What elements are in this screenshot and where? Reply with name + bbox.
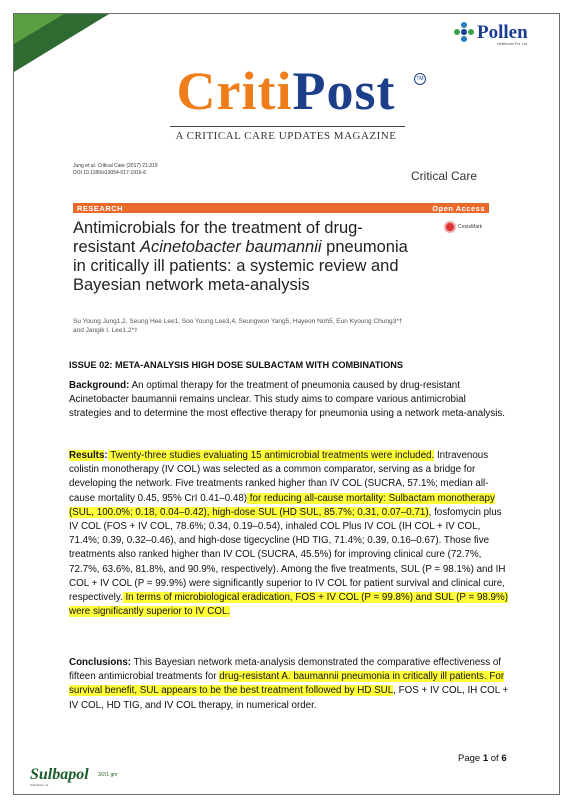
page-of: of: [488, 753, 502, 764]
section-label: RESEARCH: [77, 203, 124, 213]
background-label: Background:: [69, 380, 130, 391]
trademark-icon: TM: [414, 73, 426, 85]
results-highlight-2: for reducing all-cause mortality: Sulbactam monotherapy (SUL, 100.0%; 0.18, 0.04–0.42), high-dose SUL (HD SUL, 85.7%; 0.31, 0.07–0.71): [69, 492, 495, 518]
page-number: [458, 753, 507, 764]
page-current: 1: [482, 753, 489, 764]
sulbapol-subtitle: Sulbactam Inj.: [30, 783, 50, 787]
sulbapol-logo: Sulbapol: [30, 766, 89, 783]
logo-divider: [170, 126, 405, 127]
conclusions-text-2: , FOS + IV COL, IH COL + IV COL, HD TIG, and IV COL therapy, in numerical order.: [69, 685, 509, 711]
open-access-label: Open Access: [432, 203, 485, 213]
citation-line-2: DOI 10.1186/s13054-017-1916-6: [73, 170, 147, 176]
magazine-logo: [0, 61, 572, 121]
article-title: [73, 219, 423, 295]
results-colon: :: [104, 450, 108, 461]
background-text: An optimal therapy for the treatment of pneumonia caused by drug-resistant Acinetobacter baumannii remains unclear. This study aims to compare various antimicrobial strategies and to determine the most effective therapy for pneumonia using a network meta-analysis.: [69, 380, 506, 420]
logo-part-criti: Criti: [176, 61, 293, 121]
background-paragraph: [69, 379, 509, 422]
authors-line-2: and Jangik I. Lee1,2*†: [73, 327, 138, 334]
magazine-tagline: A CRITICAL CARE UPDATES MAGAZINE: [175, 130, 397, 142]
pollen-logo: [454, 22, 528, 42]
title-text-1: Antimicrobials for the treatment of drug-resistant: [73, 219, 363, 256]
pollen-tagline: Healthcare Pvt. Ltd.: [497, 42, 528, 46]
research-bar: [73, 203, 489, 213]
crossmark-label: CrossMark: [458, 224, 483, 230]
results-label: Results: [69, 450, 105, 461]
sulbapol-dose: 3/2/1 gm: [98, 772, 118, 778]
title-text-2: pneumonia in critically ill patients: a systemic review and Bayesian network meta-analysis: [73, 238, 408, 294]
citation-line-1: Jung et al. Critical Care (2017) 21:319: [73, 163, 158, 169]
logo-part-post: Post: [292, 61, 396, 121]
pollen-flower-icon: [454, 22, 474, 42]
authors-line-1: Su Young Jung1,2, Seung Hee Lee1, Soo Young Lee3,4, Seungwon Yang5, Hayeon Noh5, Eun Kyoung Chung3*†: [73, 318, 403, 325]
crossmark-icon: [444, 221, 456, 233]
results-text-2: , fosfomycin plus IV COL (FOS + IV COL, 78.6%; 0.34, 0.19–0.54), inhaled COL Plus IV COL (IH COL + IV COL, 71.4%; 0.39, 0.32–0.46), and high-dose tigecycline (HD TIG, 71.4%; 0.39, 0.16–0.67). Those five treatments also ranked higher than IV COL (SUCRA, 45.5%) for improving clinical cure (72.7%, 72.7%, 63.6%, 81.8%, and 90.9%, respectively). Among the five treatments, SUL (P = 98.1%) and IH COL + IV COL (P = 99.9%) were significantly superior to IV COL for patient survival and clinical cure, respectively.: [69, 506, 506, 604]
issue-heading: ISSUE 02: META-ANALYSIS HIGH DOSE SULBACTAM WITH COMBINATIONS: [69, 360, 403, 370]
conclusions-paragraph: [69, 656, 509, 713]
crossmark-badge[interactable]: [444, 221, 482, 233]
title-species: Acinetobacter baumannii: [139, 238, 322, 256]
author-list: [73, 317, 493, 335]
pollen-name: Pollen: [477, 21, 528, 43]
corner-decoration-inner: [14, 14, 64, 44]
conclusions-text-1: This Bayesian network meta-analysis demonstrated the comparative effectiveness of fifteen antimicrobial treatments for: [69, 657, 501, 683]
results-highlight-1: Twenty-three studies evaluating 15 antimicrobial treatments were included.: [107, 450, 435, 461]
article-citation: [73, 163, 158, 177]
page-total: 6: [501, 753, 507, 764]
conclusions-label: Conclusions:: [69, 657, 132, 668]
page-prefix: Page: [458, 753, 483, 764]
conclusions-highlight: drug-resistant A. baumannii pneumonia in critically ill patients. For survival benefit, SUL appears to be the best treatment followed by HD SUL: [69, 671, 505, 697]
results-highlight-3: In terms of microbiological eradication, FOS + IV COL (P = 99.8%) and SUL (P = 98.9%) were significantly superior to IV COL.: [69, 592, 508, 618]
journal-name: Critical Care: [411, 169, 478, 183]
results-text-1: Intravenous colistin monotherapy (IV COL) was selected as a common comparator, serving as a bridge for developing the network. Five treatments ranked higher than IV COL (SUCRA, 57.1%; median all-cause mortality 0.45, 95% CrI 0.41–0.48): [69, 450, 489, 504]
results-paragraph: [69, 449, 509, 619]
